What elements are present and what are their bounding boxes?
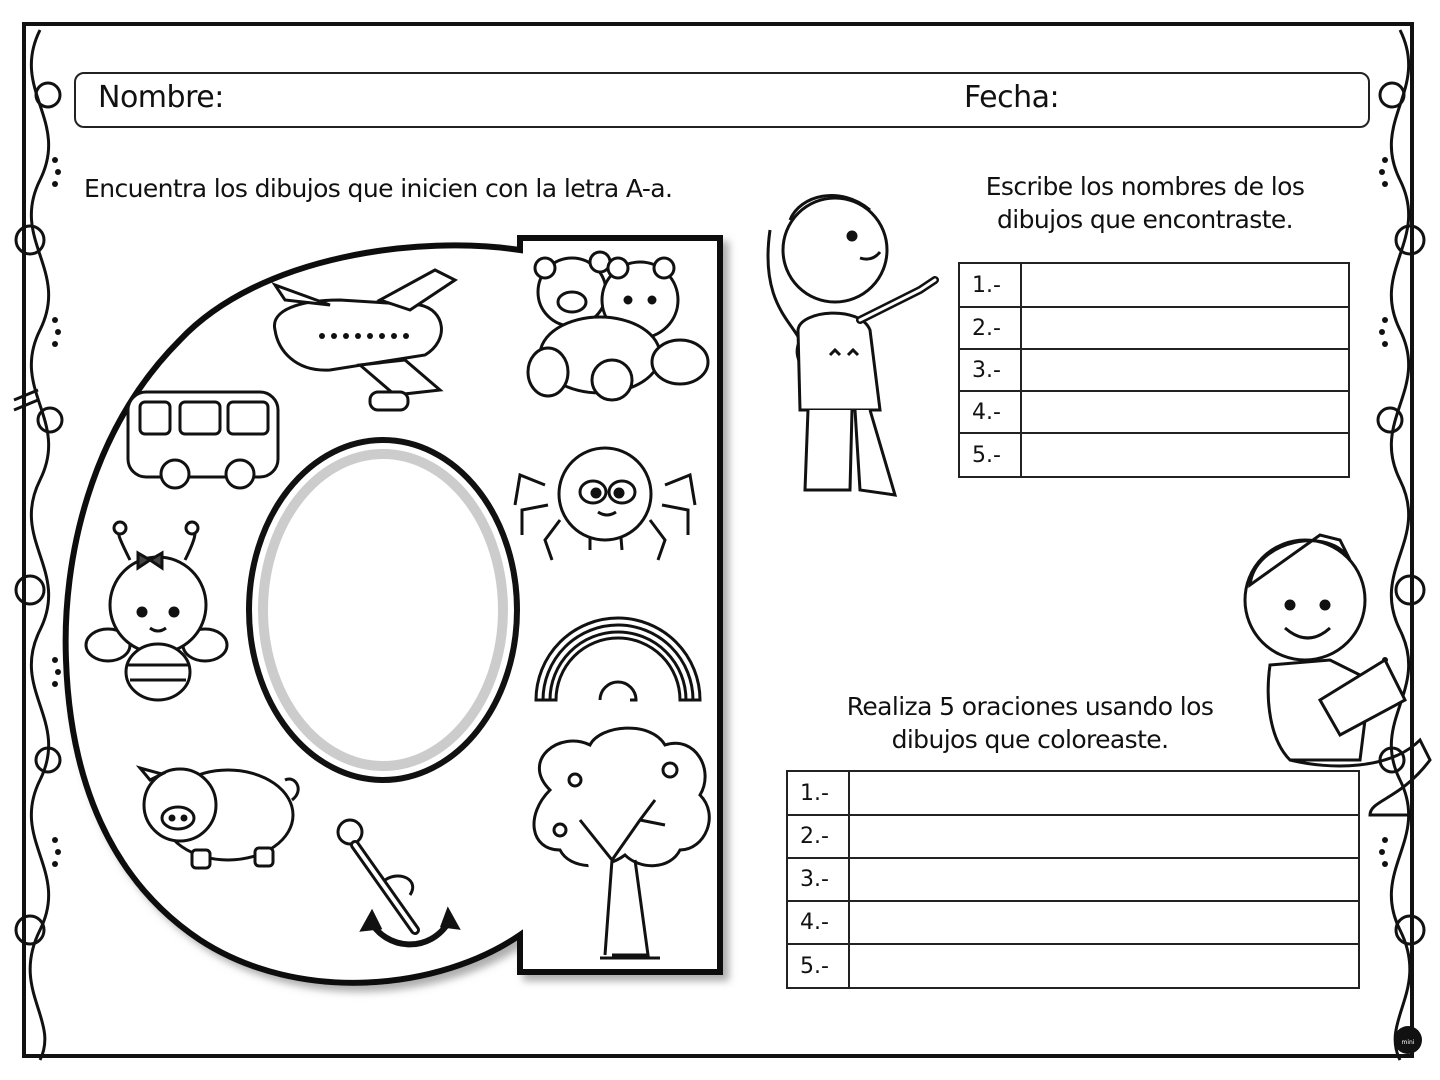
row-number: 5.- xyxy=(787,944,849,988)
date-label: Fecha: xyxy=(964,80,1060,115)
names-instruction-line2: dibujos que encontraste. xyxy=(996,205,1294,234)
name-label: Nombre: xyxy=(98,80,224,115)
row-number: 2.- xyxy=(787,815,849,858)
names-instruction-line1: Escribe los nombres de los xyxy=(985,172,1305,201)
girl-pointing-icon xyxy=(768,196,935,495)
row-number: 4.- xyxy=(787,901,849,944)
svg-text:mini: mini xyxy=(1401,1039,1415,1046)
row-number: 3.- xyxy=(787,858,849,901)
row-number: 4.- xyxy=(959,391,1021,433)
row-number: 2.- xyxy=(959,307,1021,349)
boy-reading-icon xyxy=(1245,535,1430,815)
sentences-instruction-line1: Realiza 5 oraciones usando los xyxy=(846,692,1214,721)
row-number: 5.- xyxy=(959,433,1021,477)
bus-icon[interactable] xyxy=(128,392,278,488)
row-number: 1.- xyxy=(787,771,849,815)
find-instruction: Encuentra los dibujos que inicien con la letra A-a. xyxy=(84,174,673,203)
sentences-instruction-line2: dibujos que coloreaste. xyxy=(891,725,1169,754)
row-number: 1.- xyxy=(959,263,1021,307)
row-number: 3.- xyxy=(959,349,1021,391)
brand-logo xyxy=(1394,1026,1422,1054)
